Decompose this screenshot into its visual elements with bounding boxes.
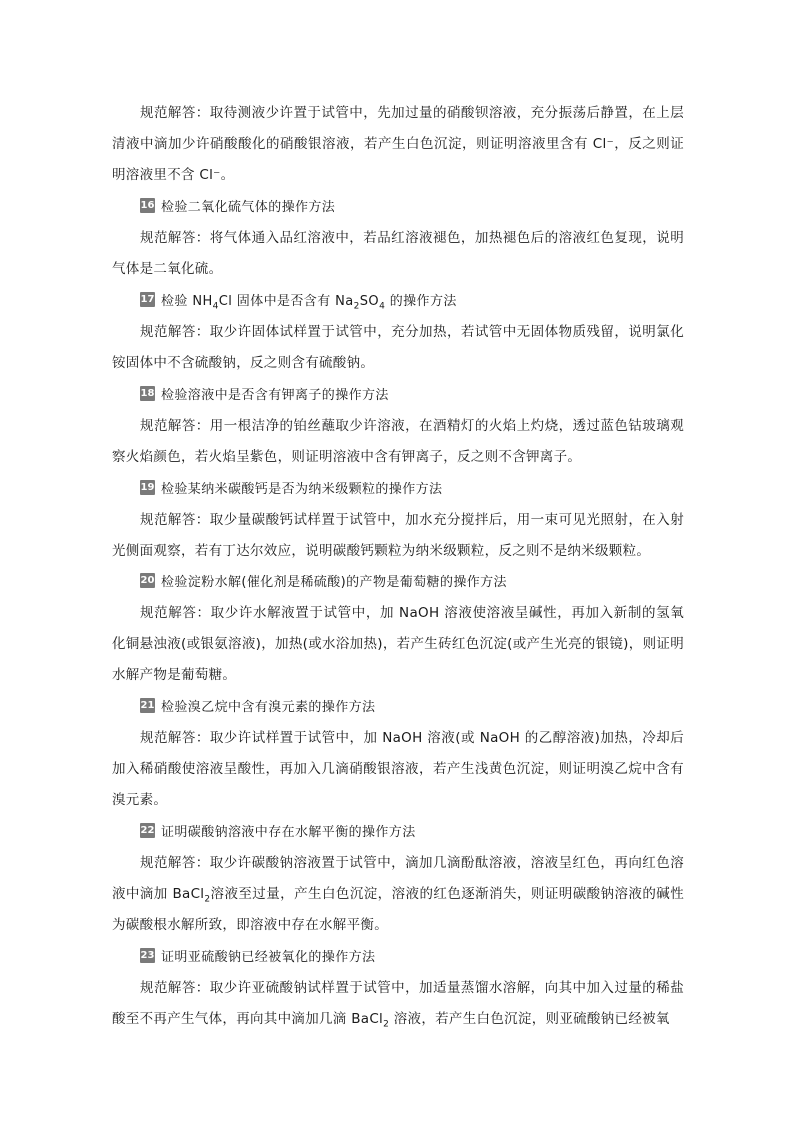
- section-number-badge: 18: [140, 387, 155, 399]
- answer-text: 将气体通入品红溶液中，若品红溶液褪色，加热褪色后的溶液红色复现，说明气体是二氧化硫。: [112, 230, 684, 277]
- answer-text: 取少许固体试样置于试管中，充分加热，若试管中无固体物质残留，说明氯化铵固体中不含硫酸钠，反之则含有硫酸钠。: [112, 324, 684, 371]
- section-heading-17: [140, 289, 457, 312]
- answer-paragraph-17: [112, 317, 684, 379]
- answer-paragraph-19: [112, 505, 684, 567]
- section-heading-23: [140, 945, 375, 965]
- answer-text: 取少许水解液置于试管中，加 NaOH 溶液使溶液呈碱性，再加入新制的氢氧化铜悬浊液(或银氨溶液)，加热(或水浴加热)，若产生砖红色沉淀(或产生光亮的银镜)，则证明水解产物是葡萄糖。: [112, 605, 684, 683]
- section-number-badge: 22: [140, 824, 155, 836]
- section-heading-20: [140, 570, 507, 590]
- section-number-badge: 16: [140, 199, 155, 211]
- answer-label: 规范解答：: [140, 855, 210, 871]
- answer-paragraph-18: [112, 411, 684, 473]
- section-number-badge: 19: [140, 481, 155, 493]
- section-heading-22: [140, 820, 416, 840]
- answer-paragraph-21: [112, 723, 684, 816]
- section-title: 检验溴乙烷中含有溴元素的操作方法: [161, 699, 376, 715]
- answer-paragraph-22: [112, 848, 684, 941]
- answer-paragraph-20: [112, 598, 684, 691]
- answer-label: 规范解答：: [140, 512, 210, 528]
- section-title: 检验淀粉水解(催化剂是稀硫酸)的产物是葡萄糖的操作方法: [161, 574, 507, 590]
- answer-paragraph-chloride: [112, 98, 684, 191]
- section-number-badge: 23: [140, 949, 155, 961]
- answer-label: 规范解答：: [140, 980, 210, 996]
- section-heading-18: [140, 383, 389, 403]
- section-heading-21: [140, 695, 375, 715]
- answer-label: 规范解答：: [140, 230, 210, 246]
- section-number-badge: 17: [140, 293, 155, 305]
- section-heading-19: [140, 477, 442, 497]
- section-title: 证明碳酸钠溶液中存在水解平衡的操作方法: [161, 824, 416, 840]
- answer-label: 规范解答：: [140, 730, 210, 746]
- section-title: 证明亚硫酸钠已经被氧化的操作方法: [161, 949, 376, 965]
- answer-text: 取少许碳酸钠溶液置于试管中，滴加几滴酚酞溶液，溶液呈红色，再向红色溶液中滴加 BaCl$_2$溶液至过量，产生白色沉淀，溶液的红色逐渐消失，则证明碳酸钠溶液的碱性为碳酸根水解所致，即溶液中存在水解平衡。: [112, 855, 685, 933]
- section-title: 检验溶液中是否含有钾离子的操作方法: [161, 387, 389, 403]
- answer-paragraph-23: [112, 973, 684, 1035]
- answer-text: 用一根洁净的铂丝蘸取少许溶液，在酒精灯的火焰上灼烧，透过蓝色钴玻璃观察火焰颜色，若火焰呈紫色，则证明溶液中含有钾离子，反之则不含钾离子。: [112, 418, 684, 465]
- section-number-badge: 21: [140, 699, 155, 711]
- answer-label: 规范解答：: [140, 418, 210, 434]
- answer-text: 取少许亚硫酸钠试样置于试管中，加适量蒸馏水溶解，向其中加入过量的稀盐酸至不再产生气体，再向其中滴加几滴 BaCl$_2$ 溶液，若产生白色沉淀，则亚硫酸钠已经被氧: [112, 980, 684, 1030]
- answer-paragraph-16: [112, 223, 684, 285]
- section-number-badge: 20: [140, 574, 155, 586]
- answer-label: 规范解答：: [140, 605, 211, 621]
- section-title: 检验某纳米碳酸钙是否为纳米级颗粒的操作方法: [161, 481, 443, 497]
- section-heading-16: [140, 195, 335, 215]
- answer-label: 规范解答：: [140, 105, 210, 121]
- answer-text: 取待测液少许置于试管中，先加过量的硝酸钡溶液，充分振荡后静置，在上层清液中滴加少许硝酸酸化的硝酸银溶液，若产生白色沉淀，则证明溶液里含有 Cl⁻，反之则证明溶液里不含 Cl⁻。: [112, 105, 684, 183]
- answer-text: 取少量碳酸钙试样置于试管中，加水充分搅拌后，用一束可见光照射，在入射光侧面观察，若有丁达尔效应，说明碳酸钙颗粒为纳米级颗粒，反之则不是纳米级颗粒。: [112, 512, 684, 559]
- answer-text: 取少许试样置于试管中，加 NaOH 溶液(或 NaOH 的乙醇溶液)加热，冷却后加入稀硝酸使溶液呈酸性，再加入几滴硝酸银溶液，若产生浅黄色沉淀，则证明溴乙烷中含有溴元素。: [112, 730, 685, 808]
- answer-label: 规范解答：: [140, 324, 210, 340]
- section-title: 检验 $NH_4Cl$ 固体中是否含有 $Na_2SO_4$ 的操作方法: [161, 293, 457, 312]
- section-title: 检验二氧化硫气体的操作方法: [161, 199, 336, 215]
